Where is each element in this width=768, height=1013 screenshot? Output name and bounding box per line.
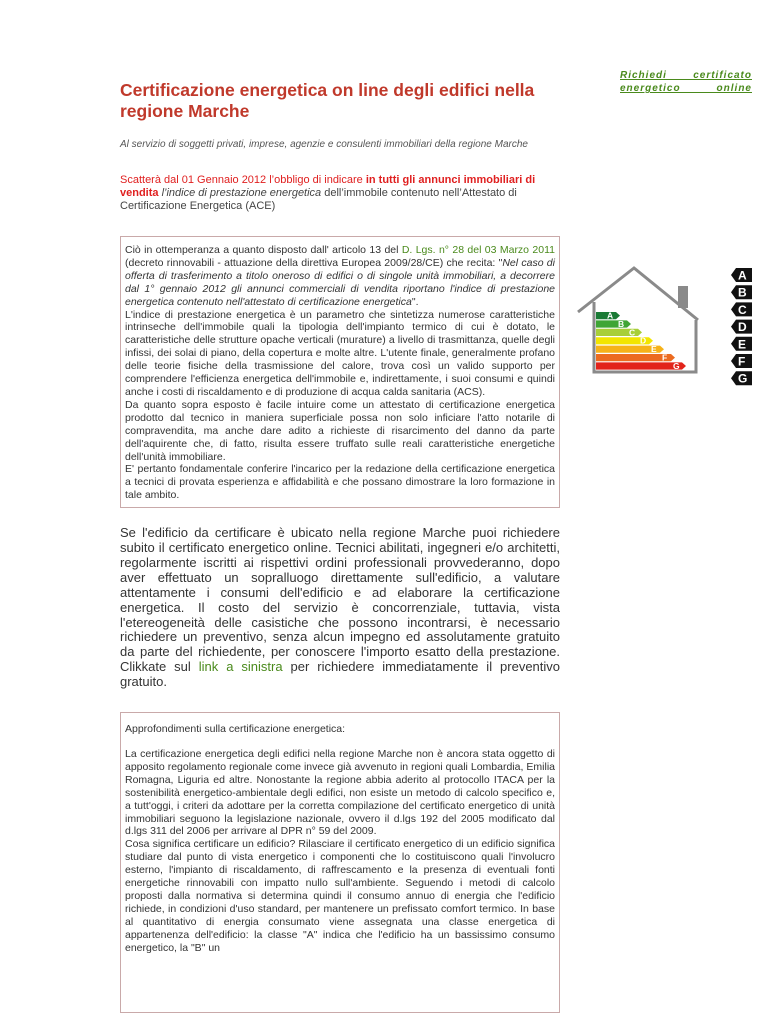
scale-letter-e: E <box>738 337 747 352</box>
service-text-end: per richiedere immediatamente il preventivo gratuito. <box>120 659 561 690</box>
energy-bar-label-g: G <box>673 360 680 371</box>
energy-bar-b <box>596 320 631 327</box>
legal-intro: Ciò in ottemperanza a quanto disposto dall' articolo 13 del <box>125 244 402 256</box>
risk-paragraph: Da quanto sopra esposto è facile intuire come un attestato di certificazione energetica prodotto dal tecnico in maniera superficiale possa non solo inficiare l'atto notarile di compravendita, ma anche dare adito a richieste di risarcimento del danno da parte dell'aquirente che, di fatto, risulta essere truffato sulle reali caratteristiche energetiche dell'unità immobiliare. <box>125 398 555 463</box>
insights-heading: Approfondimenti sulla certificazione energetica: <box>125 723 346 736</box>
energy-bar-label-e: E <box>651 344 657 355</box>
scale-letter-a: A <box>738 268 747 283</box>
insights-paragraph-1: La certificazione energetica degli edifici nella regione Marche non è ancora stata oggetto di apposito regolamento regionale come invece già avvenuto in regioni quali Lombardia, Emilia Romagna, Liguria ed altre. Nonostante la regione abbia aderito al protocollo ITACA per la sostenibilità energetico-ambientale degli edifici, non esiste un metodo di calcolo specifico e, a tutt'oggi, i criteri da adottare per la corretta compilazione del certificato energetico di unità immobiliari seguono la legislazione nazionale, ovvero il d.lgs 192 del 2005 modificato dal d.lgs 311 del 2006 per arrivare al DPR n° 59 del 2009. <box>125 748 555 838</box>
energy-bar-label-a: A <box>607 310 614 321</box>
notice-text <box>120 174 560 213</box>
scale-letter-f: F <box>738 354 746 369</box>
advice-paragraph: E' pertanto fondamentale conferire l'incarico per la redazione della certificazione energetica a tecnici di provata esperienza e affidabilità e che possano dimostrare la loro formazione in tale ambito. <box>125 463 555 502</box>
notice-part5: dell’immobile contenuto nell’Attestato di Certificazione Energetica (ACE) <box>120 187 517 212</box>
left-link[interactable]: link a sinistra <box>198 659 283 675</box>
energy-bar-label-b: B <box>618 318 625 329</box>
insights-paragraph-2: Cosa significa certificare un edificio? Rilasciare il certificato energetico di un edificio significa studiare dal punto di vista energetico i componenti che lo costituiscono quali l'involucro esterno, l'impianto di riscaldamento, di raffrescamento e la presenza di eventuali fonti energetiche rinnovabili con impatto nullo sull'ambiente. Seguendo i metodi di calcolo proposti dalla normativa si determina quindi il consumo annuo di energia che l'edificio richiede, in condizioni d'uso standard, per mantenere un prefissato comfort termico. In base al quantitativo di energia consumato viene assegnata una classe energetica di appartenenza dell'edificio: la classe "A" indica che l'edificio ha un bassissimo consumo energetico, la "B" un <box>125 838 555 954</box>
energy-class-scale <box>730 266 754 388</box>
main-content <box>120 80 560 1013</box>
scale-letter-d: D <box>738 320 747 335</box>
request-certificate-link[interactable]: Richiedi certificato energetico online <box>620 70 752 94</box>
page-subtitle: Al servizio di soggetti privati, imprese, agenzie e consulenti immobiliari della regione Marche <box>120 139 528 150</box>
legal-intro-3: ". <box>411 295 419 308</box>
scale-letter-c: C <box>738 302 747 317</box>
law-quote: Nel caso di offerta di trasferimento a titolo oneroso di edifici o di singole unità immobiliari, a decorrere dal 1° gennaio 2012 gli annunci commerciali di vendita riportano l'indice di prestazione energetica contenuto nell'attestato di certificazione energetica <box>125 256 555 308</box>
service-text: Se l'edificio da certificare è ubicato nella regione Marche puoi richiedere subito il certificato energetico online. Tecnici abilitati, ingegneri e/o architetti, regolarmente iscritti ai rispettivi ordini professionali provvederanno, dopo aver effettuato un sopralluogo direttamente sull'edificio, a valutare attentamente i consumi dell'edificio e ad elaborare la certificazione energetica. Il costo del servizio è concorrenziale, tuttavia, vista l'etereogeneità delle casistiche che possono incontrarsi, è necessario richiedere un preventivo, senza alcun impegno ed assolutamente gratuito da parte del richiedente, per conoscere l'importo esatto della prestazione. Clikkate sul <box>120 525 560 675</box>
legal-info-box <box>120 236 560 508</box>
legal-intro-2: (decreto rinnovabili - attuazione della direttiva Europea 2009/28/CE) che recita: " <box>125 256 503 269</box>
insights-box <box>120 712 560 1013</box>
energy-bar-label-c: C <box>629 327 636 338</box>
scale-letter-g: G <box>738 371 748 386</box>
service-paragraph <box>120 526 560 690</box>
energy-bar-label-f: F <box>662 352 668 363</box>
notice-index: l’indice di prestazione energetica <box>161 187 322 199</box>
legal-paragraph <box>125 244 555 309</box>
scale-letter-b: B <box>738 285 747 300</box>
page-title: Certificazione energetica on line degli edifici nella regione Marche <box>120 80 535 121</box>
notice-emphasis: in tutti gli annunci immobiliari di vendita <box>120 174 536 199</box>
law-link[interactable]: D. Lgs. n° 28 del 03 Marzo 2011 <box>401 244 555 256</box>
index-paragraph: L'indice di prestazione energetica è un parametro che sintetizza numerose caratteristiche intrinseche dell'immobile quali la tipologia dell'impianto termico di cui è dotato, le caratteristiche delle strutture opache verticali (murature) a livello di trasmittanza, quelle degli infissi, dei solai di piano, della copertura e molte altre. L'utente finale, generalmente profano delle teorie fisiche della trasmissione del calore, trova così un valido supporto per comprendere l'efficienza energetica dell'immobile e, indirettamente, i suoi consumi e quindi anche i costi di riscaldamento e di produzione di acqua calda sanitaria (ACS). <box>125 308 555 398</box>
energy-house-icon <box>570 260 710 380</box>
notice-part1: Scatterà dal 01 Gennaio 2012 l’obbligo di indicare <box>120 174 366 186</box>
energy-bar-label-d: D <box>640 335 647 346</box>
